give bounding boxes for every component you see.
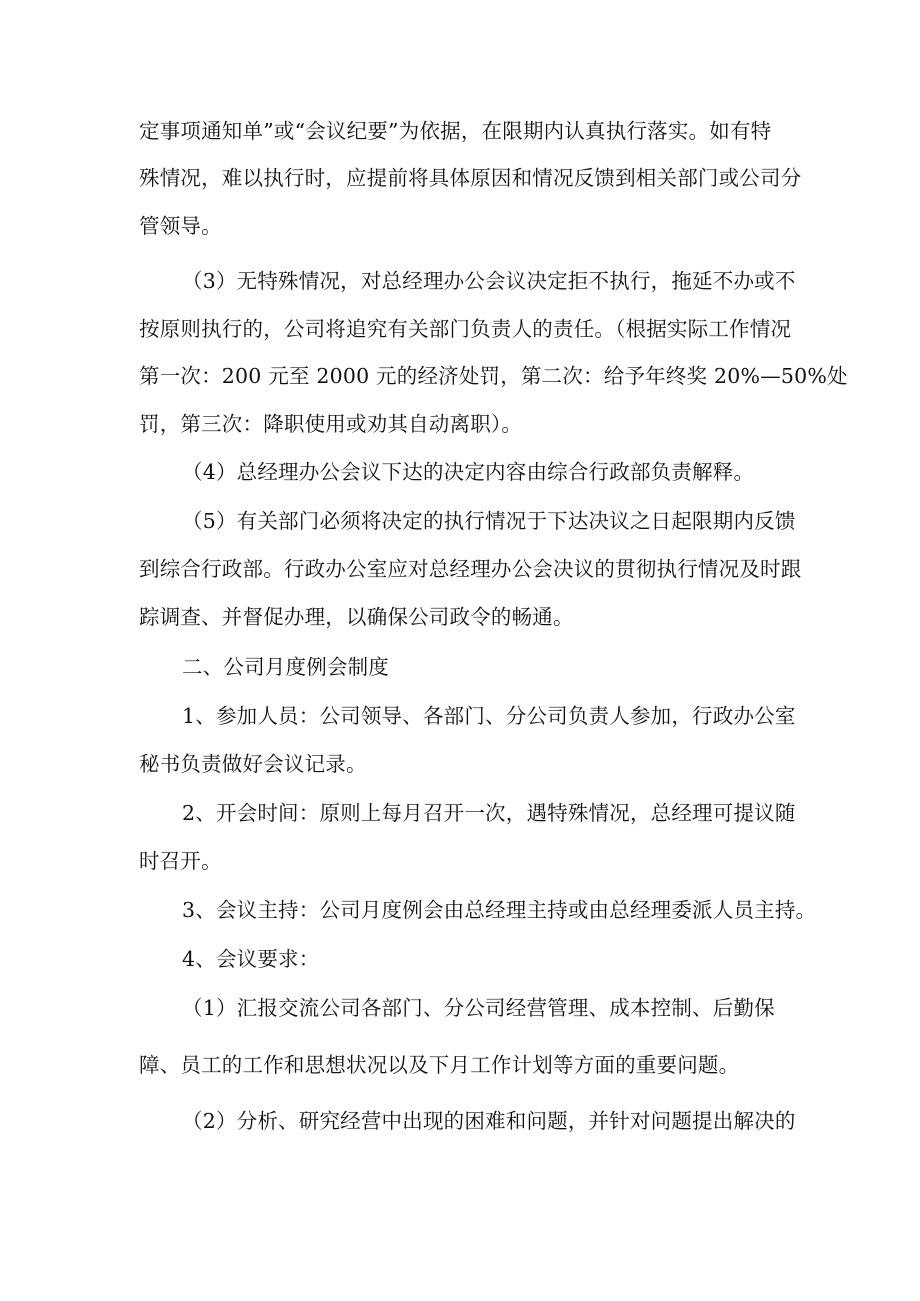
- text-line-4: （3）无特殊情况，对总经理办公会议决定拒不执行，拖延不办或不: [182, 269, 796, 293]
- text-line-11: 踪调查、并督促办理，以确保公司政令的畅通。: [139, 605, 574, 629]
- text-line-16: 时召开。: [139, 849, 222, 873]
- text-line-10: 到综合行政部。行政办公室应对总经理办公会决议的贯彻执行情况及时跟: [139, 557, 802, 581]
- text-line-7: 罚，第三次：降职使用或劝其自动离职）。: [139, 412, 523, 436]
- text-line-6: 第一次：200 元至 2000 元的经济处罚，第二次：给予年终奖 20%—50%处: [139, 364, 848, 388]
- text-line-21: （2）分析、研究经营中出现的困难和问题，并针对问题提出解决的: [182, 1109, 796, 1133]
- text-line-9: （5）有关部门必须将决定的执行情况于下达决议之日起限期内反馈: [182, 509, 796, 533]
- text-line-17: 3、会议主持：公司月度例会由总经理主持或由总经理委派人员主持。: [182, 898, 817, 922]
- text-line-3: 管领导。: [139, 214, 222, 238]
- text-line-2: 殊情况，难以执行时，应提前将具体原因和情况反馈到相关部门或公司分: [139, 166, 802, 190]
- text-line-8: （4）总经理办公会议下达的决定内容由综合行政部负责解释。: [182, 460, 755, 484]
- text-line-15: 2、开会时间：原则上每月召开一次，遇特殊情况，总经理可提议随: [182, 801, 796, 825]
- text-line-13: 1、参加人员：公司领导、各部门、分公司负责人参加，行政办公室: [182, 704, 796, 728]
- text-line-5: 按原则执行的，公司将追究有关部门负责人的责任。（根据实际工作情况: [139, 317, 792, 341]
- section-heading: 二、公司月度例会制度: [182, 655, 389, 679]
- text-line-14: 秘书负责做好会议记录。: [139, 752, 367, 776]
- text-line-18: 4、会议要求：: [182, 947, 320, 971]
- text-line-20: 障、员工的工作和思想状况以及下月工作计划等方面的重要问题。: [139, 1053, 740, 1077]
- text-line-1: 定事项通知单”或“会议纪要”为依据，在限期内认真执行落实。如有特: [139, 119, 772, 143]
- text-line-19: （1）汇报交流公司各部门、分公司经营管理、成本控制、后勤保: [182, 996, 775, 1020]
